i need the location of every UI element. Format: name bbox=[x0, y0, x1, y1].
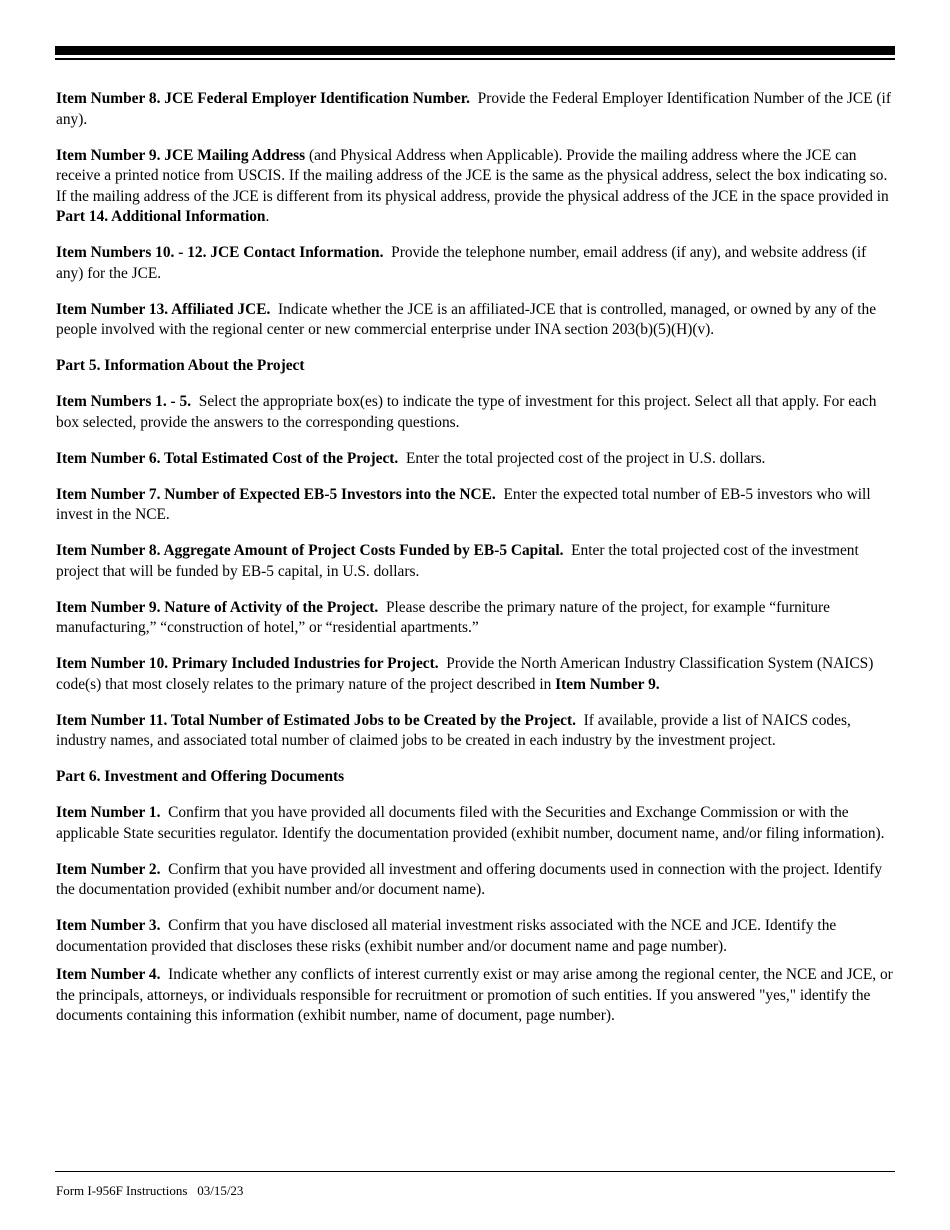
item-lead: Item Number 13. Affiliated JCE. bbox=[56, 300, 271, 318]
item-text: Provide the North American Industry Classification System (NAICS) code(s) that most closely relates to the primary nature of the project described in bbox=[56, 655, 874, 693]
item-p4-10-12 bbox=[56, 243, 896, 284]
item-p4-8 bbox=[56, 89, 896, 130]
page-footer bbox=[56, 1183, 243, 1199]
item-lead: Item Number 3. bbox=[56, 917, 161, 934]
footer-rule bbox=[55, 1171, 895, 1172]
header-rule-thin bbox=[55, 58, 895, 60]
item-text: Provide the telephone number, email address (if any), and website address (if any) for the JCE. bbox=[56, 244, 867, 282]
item-lead: Item Number 9. JCE Mailing Address bbox=[56, 146, 306, 164]
part5-heading: Part 5. Information About the Project bbox=[56, 357, 305, 374]
item-reference: Item Number 9. bbox=[555, 675, 660, 693]
footer-form-name: Form I-956F Instructions bbox=[56, 1183, 188, 1198]
item-lead: Item Number 1. bbox=[56, 804, 161, 821]
item-lead: Item Number 8. Aggregate Amount of Project Costs Funded by EB-5 Capital. bbox=[56, 542, 564, 559]
item-p5-9 bbox=[56, 598, 896, 639]
item-lead: Item Number 7. Number of Expected EB-5 Investors into the NCE. bbox=[56, 485, 496, 503]
part6-heading: Part 6. Investment and Offering Documents bbox=[56, 768, 345, 785]
item-p5-7 bbox=[56, 485, 896, 526]
item-text: Select the appropriate box(es) to indicate the type of investment for this project. Select all that apply. For each box selected, provide the answers to the corresponding questions. bbox=[56, 393, 877, 431]
item-lead: Item Number 4. bbox=[56, 966, 161, 983]
item-p6-4 bbox=[56, 965, 896, 1027]
item-text: Indicate whether the JCE is an affiliated-JCE that is controlled, managed, or owned by any of the people involved with the regional center or new commercial enterprise under INA section 203(b)(5)(H)(v). bbox=[56, 300, 877, 338]
item-p4-13 bbox=[56, 300, 896, 341]
footer-date: 03/15/23 bbox=[197, 1183, 244, 1198]
item-lead: Item Number 8. JCE Federal Employer Identification Number. bbox=[56, 90, 470, 107]
item-text: Confirm that you have provided all documents filed with the Securities and Exchange Commission or with the applicable State securities regulator. Identify the documentation provided (exhibit number, document name, and/or filing information). bbox=[56, 804, 885, 842]
item-p6-2 bbox=[56, 860, 896, 901]
item-text: Enter the total projected cost of the investment project that will be funded by EB-5 capital, in U.S. dollars. bbox=[56, 542, 859, 580]
item-lead: Item Number 6. Total Estimated Cost of the Project. bbox=[56, 449, 399, 467]
item-text-end: . bbox=[265, 208, 270, 225]
item-lead: Item Numbers 1. - 5. bbox=[56, 393, 192, 410]
item-p5-1-5 bbox=[56, 392, 896, 433]
item-p4-9 bbox=[56, 146, 896, 228]
item-text: Confirm that you have provided all investment and offering documents used in connection with the project. Identify the documentation provided (exhibit number and/or document name). bbox=[56, 860, 883, 898]
item-lead: Item Number 2. bbox=[56, 860, 161, 878]
item-text: Confirm that you have disclosed all material investment risks associated with the NCE and JCE. Identify the documentation provided that discloses these risks (exhibit number and/or document name and page number). bbox=[56, 917, 837, 955]
item-text: Provide the Federal Employer Identification Number of the JCE (if any). bbox=[56, 90, 891, 128]
item-text: (and Physical Address when Applicable). Provide the mailing address where the JCE can receive a printed notice from USCIS. If the mailing address of the JCE is the same as the physical address, select the box indicating so. If the mailing address of the JCE is different from its physical address, provide the physical address of the JCE in the space provided in bbox=[56, 146, 889, 205]
header-rule-thick bbox=[55, 46, 895, 55]
instructions-body bbox=[56, 89, 896, 1042]
item-p5-11 bbox=[56, 711, 896, 752]
item-text: Please describe the primary nature of the project, for example “furniture manufacturing,” “construction of hotel,” or “residential apartments.” bbox=[56, 598, 830, 636]
item-p5-6 bbox=[56, 449, 896, 470]
item-lead: Item Numbers 10. - 12. JCE Contact Information. bbox=[56, 244, 384, 261]
item-p6-3 bbox=[56, 916, 896, 957]
item-lead: Item Number 9. Nature of Activity of the Project. bbox=[56, 598, 379, 616]
item-p5-8 bbox=[56, 541, 896, 582]
item-lead: Item Number 11. Total Number of Estimated Jobs to be Created by the Project. bbox=[56, 711, 576, 729]
item-reference: Part 14. Additional Information bbox=[56, 208, 266, 225]
item-p6-1 bbox=[56, 803, 896, 844]
item-text: Indicate whether any conflicts of interest currently exist or may arise among the regional center, the NCE and JCE, or the principals, attorneys, or individuals responsible for recruitment or promotion of such entities. If you answered "yes," identify the documents containing this information (exhibit number, name of document, page number). bbox=[56, 966, 893, 1024]
item-text: Enter the total projected cost of the project in U.S. dollars. bbox=[405, 449, 766, 467]
item-text: If available, provide a list of NAICS codes, industry names, and associated total number of claimed jobs to be created in each industry by the investment project. bbox=[56, 711, 851, 749]
item-p5-10 bbox=[56, 654, 896, 695]
item-text: Enter the expected total number of EB-5 investors who will invest in the NCE. bbox=[56, 485, 871, 523]
item-lead: Item Number 10. Primary Included Industries for Project. bbox=[56, 655, 439, 672]
